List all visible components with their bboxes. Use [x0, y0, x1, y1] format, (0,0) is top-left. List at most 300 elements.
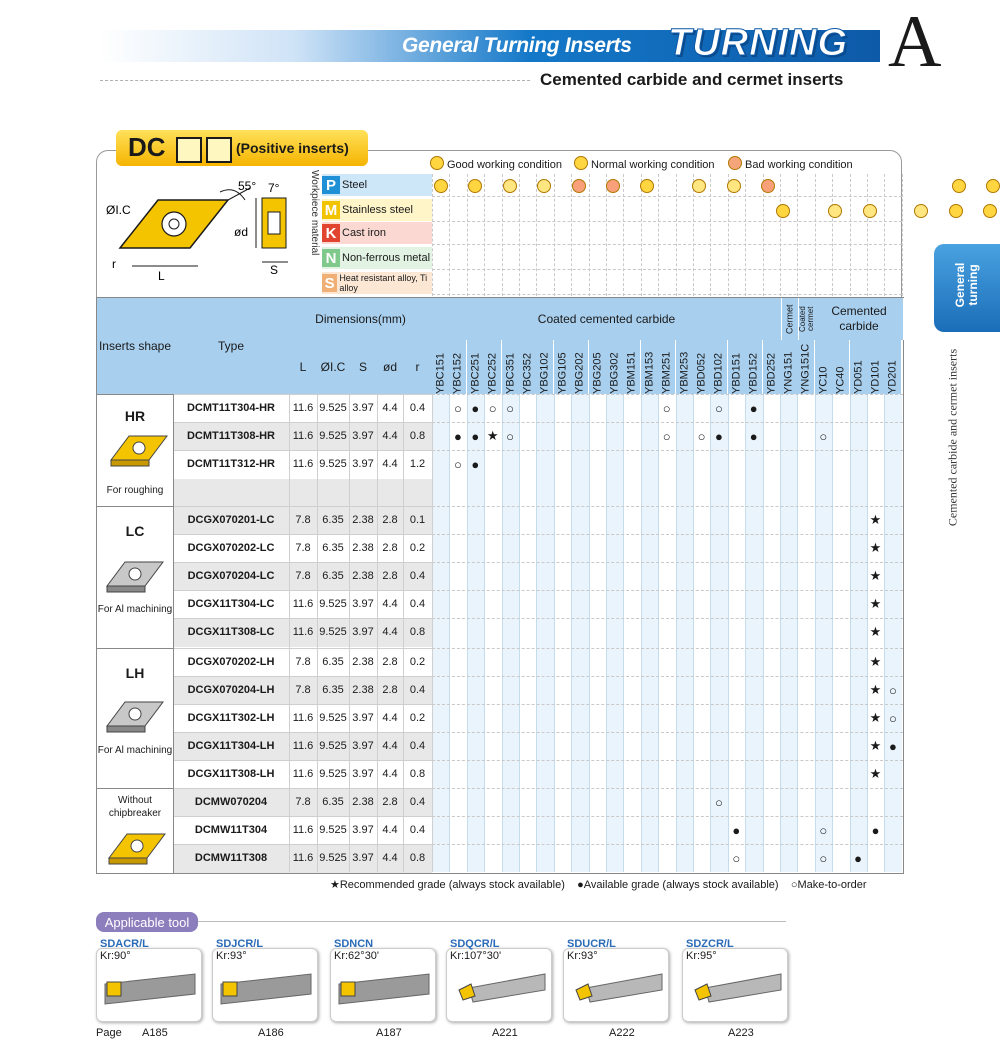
dim-s: 3.97 — [352, 598, 374, 610]
material-letter: K — [322, 224, 340, 242]
grid-line — [780, 174, 781, 296]
grade-mark: ○ — [714, 400, 723, 416]
tool-code: SDJCR/L — [216, 938, 264, 950]
group-note: For Al machining — [97, 604, 173, 615]
grade-mark: ● — [749, 400, 758, 416]
dim-s: 3.97 — [352, 430, 374, 442]
grid-line — [432, 244, 902, 245]
dim-s: 3.97 — [352, 712, 374, 724]
dim-ic: 9.525 — [319, 852, 347, 864]
row-divider — [432, 590, 903, 591]
grade-column — [884, 394, 902, 872]
dim-r: 0.2 — [409, 656, 426, 668]
grade-mark: ○ — [888, 710, 897, 726]
grid-line — [867, 174, 868, 296]
dim-l: 11.6 — [292, 598, 314, 610]
grade-header: YBG205 — [589, 340, 606, 394]
dim-s: 3.97 — [352, 626, 374, 638]
grade-mark: ● — [471, 456, 480, 472]
col-divider — [317, 394, 318, 872]
dim-r: 0.8 — [409, 852, 426, 864]
grade-header: YBD252 — [763, 340, 780, 394]
grade-column — [554, 394, 572, 872]
grade-column — [502, 394, 520, 872]
grid-line — [554, 174, 555, 296]
grade-mark: ★ — [869, 682, 882, 697]
dim-s: 3.97 — [352, 852, 374, 864]
dim-d: 4.4 — [382, 458, 398, 470]
grade-column — [571, 394, 589, 872]
grade-mark: ● — [732, 822, 741, 838]
good-face-icon — [983, 204, 997, 218]
group-name: LC — [125, 523, 145, 539]
grade-mark: ● — [854, 850, 863, 866]
dim-r: 1.2 — [409, 458, 426, 470]
tool-page[interactable]: A222 — [609, 1027, 635, 1039]
grid-line — [432, 221, 902, 222]
grade-mark: ★ — [869, 738, 882, 753]
row-divider — [432, 704, 903, 705]
tool-page[interactable]: A221 — [492, 1027, 518, 1039]
dim-s: 2.38 — [352, 514, 374, 526]
grade-header: YBD151 — [728, 340, 745, 394]
material-letter: P — [322, 176, 340, 194]
dimension-col-header: ød — [377, 340, 404, 394]
material-name: Cast iron — [342, 227, 387, 239]
insert-type: DCGX070204-LH — [187, 684, 275, 696]
dimension-col-header: S — [349, 340, 378, 394]
angle7-label: 7° — [268, 181, 280, 195]
row-divider — [432, 676, 903, 677]
insert-type: DCMT11T304-HR — [186, 402, 276, 414]
insert-type: DCGX070201-LC — [187, 514, 275, 526]
dim-d: 4.4 — [382, 402, 398, 414]
dim-d: 4.4 — [382, 598, 398, 610]
grid-line — [745, 174, 746, 296]
grade-mark: ○ — [506, 428, 515, 444]
grade-header: YC40 — [832, 340, 849, 394]
dim-ic: 9.525 — [319, 626, 347, 638]
dim-r: 0.4 — [409, 796, 426, 808]
grid-line — [763, 174, 764, 296]
grid-line — [641, 174, 642, 296]
dim-r: 0.4 — [409, 824, 426, 836]
angle55-label: 55° — [238, 179, 257, 193]
tool-code: SDQCR/L — [450, 938, 500, 950]
dim-l: 11.6 — [292, 768, 314, 780]
dim-ic: 6.35 — [322, 542, 344, 554]
dim-l: 7.8 — [295, 542, 311, 554]
row-divider — [432, 788, 903, 789]
header-title: TURNING — [668, 22, 849, 64]
grade-mark: ★ — [869, 766, 882, 781]
dim-d: 4.4 — [382, 852, 398, 864]
dim-r: 0.8 — [409, 430, 426, 442]
grade-header: YBG105 — [554, 340, 571, 394]
material-row — [322, 199, 432, 221]
grade-column — [763, 394, 781, 872]
grade-mark: ★ — [486, 428, 499, 443]
grade-mark: ● — [871, 822, 880, 838]
tool-page[interactable]: A187 — [376, 1027, 402, 1039]
insert-type: DCMT11T312-HR — [186, 458, 276, 470]
grade-mark: ○ — [819, 428, 828, 444]
good-face-icon — [434, 179, 448, 193]
dim-r: 0.4 — [409, 570, 426, 582]
row-divider — [432, 760, 903, 761]
grade-column — [815, 394, 833, 872]
dim-l: 11.6 — [292, 712, 314, 724]
insert-kind: (Positive inserts) — [236, 140, 349, 156]
normal-face-icon — [574, 156, 588, 170]
dim-l: 7.8 — [295, 570, 311, 582]
legend-make-to-order: ○Make-to-order — [790, 879, 867, 891]
insert-image — [105, 828, 169, 870]
col-divider — [403, 394, 404, 872]
material-name: Steel — [342, 179, 368, 191]
header-divider — [100, 80, 530, 81]
grade-header: YBD052 — [693, 340, 710, 394]
section-letter: A — [888, 1, 942, 83]
row-divider — [432, 618, 903, 619]
material-letter: N — [322, 249, 340, 267]
dim-d: 4.4 — [382, 768, 398, 780]
legend-normal: Normal working condition — [574, 156, 715, 171]
tool-angle: Kr:107°30' — [450, 950, 502, 962]
grade-header: YNG151C — [797, 340, 814, 394]
dim-ic: 9.525 — [319, 740, 347, 752]
tool-page[interactable]: A223 — [728, 1027, 754, 1039]
dim-r: 0.8 — [409, 768, 426, 780]
row-divider — [432, 844, 903, 845]
grade-header: YD101 — [867, 340, 884, 394]
tool-divider — [198, 921, 786, 922]
grid-line — [502, 174, 503, 296]
legend-bad: Bad working condition — [728, 156, 853, 171]
group-name: HR — [124, 408, 146, 424]
dim-l: 7.8 — [295, 656, 311, 668]
material-row — [322, 222, 432, 244]
legend-recommended: ★Recommended grade (always stock available) — [330, 879, 565, 891]
grade-column — [780, 394, 798, 872]
insert-type: DCGX11T302-LH — [187, 712, 275, 724]
dim-s: 3.97 — [352, 458, 374, 470]
dim-r: 0.4 — [409, 402, 426, 414]
grade-column — [484, 394, 502, 872]
grid-line — [432, 174, 433, 296]
col-divider — [432, 394, 433, 872]
grid-line — [432, 294, 902, 295]
grade-column — [432, 394, 450, 872]
tool-angle: Kr:95° — [686, 950, 717, 962]
grade-header: YBC352 — [519, 340, 536, 394]
grade-mark: ★ — [869, 596, 882, 611]
dim-s: 2.38 — [352, 542, 374, 554]
group-note: Without chipbreaker — [108, 795, 162, 819]
bad-face-icon — [572, 179, 586, 193]
bad-face-icon — [728, 156, 742, 170]
dim-r: 0.2 — [409, 712, 426, 724]
grade-mark: ★ — [869, 624, 882, 639]
grade-mark: ○ — [662, 400, 671, 416]
insert-type: DCGX11T308-LH — [187, 768, 275, 780]
grid-line — [589, 174, 590, 296]
dim-r: 0.8 — [409, 626, 426, 638]
grid-line — [658, 174, 659, 296]
grade-header: YBC351 — [502, 340, 519, 394]
grade-header: YBC152 — [449, 340, 466, 394]
tool-angle: Kr:90° — [100, 950, 131, 962]
insert-code: DC — [128, 132, 166, 162]
d-label: ød — [234, 225, 249, 239]
tool-holder-icon — [99, 966, 199, 1016]
grade-mark: ○ — [888, 682, 897, 698]
grid-line — [850, 174, 851, 296]
row-divider — [432, 648, 903, 649]
grade-mark: ○ — [506, 400, 515, 416]
grade-mark: ● — [453, 428, 462, 444]
grid-line — [519, 174, 520, 296]
grade-column — [519, 394, 537, 872]
good-face-icon — [949, 204, 963, 218]
grade-column — [641, 394, 659, 872]
dim-d: 2.8 — [382, 684, 398, 696]
grade-mark: ● — [888, 738, 897, 754]
grade-header: YD051 — [850, 340, 867, 394]
grade-header: YBM253 — [676, 340, 693, 394]
dim-ic: 6.35 — [322, 570, 344, 582]
grid-line — [467, 174, 468, 296]
tool-code: SDACR/L — [100, 938, 149, 950]
cemented-carbide-header: Cemented carbide — [815, 298, 904, 340]
insert-type: DCGX11T304-LH — [187, 740, 275, 752]
row-divider — [432, 450, 903, 451]
grade-mark: ● — [471, 428, 480, 444]
grade-mark: ★ — [869, 568, 882, 583]
insert-type: DCMW11T304 — [194, 824, 268, 836]
material-letter: M — [322, 201, 340, 219]
material-letter: S — [322, 274, 337, 292]
grid-line — [832, 174, 833, 296]
grid-line — [606, 174, 607, 296]
grade-column — [850, 394, 868, 872]
dimension-col-header: L — [289, 340, 318, 394]
dimension-col-header: ØI.C — [317, 340, 350, 394]
legend-good: Good working condition — [430, 156, 562, 171]
grid-line — [623, 174, 624, 296]
tool-page[interactable]: A186 — [258, 1027, 284, 1039]
dim-d: 4.4 — [382, 430, 398, 442]
col-divider — [289, 394, 290, 872]
page-label: Page — [96, 1027, 122, 1039]
symbol-legend — [330, 878, 867, 891]
dim-ic: 9.525 — [319, 598, 347, 610]
dimension-col-header: r — [403, 340, 433, 394]
good-face-icon — [952, 179, 966, 193]
dim-l: 11.6 — [292, 430, 314, 442]
grade-mark: ○ — [453, 456, 462, 472]
insert-type: DCGX11T304-LC — [187, 598, 275, 610]
insert-image — [103, 696, 167, 738]
grade-header: YBC251 — [467, 340, 484, 394]
code-box — [206, 137, 232, 163]
dim-ic: 6.35 — [322, 514, 344, 526]
insert-type: DCGX070202-LH — [187, 656, 275, 668]
grid-line — [815, 174, 816, 296]
grade-column — [745, 394, 763, 872]
insert-image — [107, 430, 171, 472]
grade-mark: ○ — [453, 400, 462, 416]
dim-d: 2.8 — [382, 796, 398, 808]
grade-header: YNG151 — [780, 340, 797, 394]
tool-page[interactable]: A185 — [142, 1027, 168, 1039]
grade-table — [96, 297, 904, 874]
section-tab-label: General turning — [953, 262, 980, 308]
insert-type: DCMW070204 — [194, 796, 268, 808]
normal-face-icon — [914, 204, 928, 218]
dim-ic: 9.525 — [319, 824, 347, 836]
tool-holder-icon — [449, 966, 549, 1016]
shape-header: Inserts shape — [97, 298, 174, 394]
grade-mark: ○ — [732, 850, 741, 866]
dim-l: 7.8 — [295, 514, 311, 526]
grade-mark: ○ — [819, 822, 828, 838]
material-name: Stainless steel — [342, 204, 413, 216]
grade-column — [693, 394, 711, 872]
ic-label: ØI.C — [106, 203, 131, 217]
header-caption: Cemented carbide and cermet inserts — [540, 70, 844, 89]
insert-image — [103, 556, 167, 598]
tool-holder-icon — [685, 966, 785, 1016]
code-box — [176, 137, 202, 163]
grid-line — [432, 269, 902, 270]
dim-d: 2.8 — [382, 570, 398, 582]
dim-ic: 9.525 — [319, 402, 347, 414]
tool-angle: Kr:93° — [216, 950, 247, 962]
dim-s: 3.97 — [352, 402, 374, 414]
dim-l: 11.6 — [292, 458, 314, 470]
normal-face-icon — [727, 179, 741, 193]
dimensions-header: Dimensions(mm) — [289, 298, 433, 340]
dim-s: 3.97 — [352, 740, 374, 752]
grid-line — [884, 174, 885, 296]
grade-column — [676, 394, 694, 872]
grade-column — [589, 394, 607, 872]
tool-angle: Kr:93° — [567, 950, 598, 962]
material-name: Heat resistant alloy, Ti alloy — [339, 273, 428, 293]
dim-s: 2.38 — [352, 684, 374, 696]
dim-l: 11.6 — [292, 626, 314, 638]
grade-mark: ★ — [869, 540, 882, 555]
grade-header: YD201 — [884, 340, 901, 394]
col-divider — [349, 394, 350, 872]
tool-angle: Kr:62°30' — [334, 950, 380, 962]
grid-line — [676, 174, 677, 296]
tool-holder-icon — [215, 966, 315, 1016]
grade-column — [728, 394, 746, 872]
good-face-icon — [986, 179, 1000, 193]
grade-header: YBD102 — [710, 340, 727, 394]
dim-r: 0.4 — [409, 684, 426, 696]
grid-line — [797, 174, 798, 296]
coated-cermet-header: Coated cermet — [798, 298, 815, 340]
dim-ic: 9.525 — [319, 712, 347, 724]
grade-mark: ● — [714, 428, 723, 444]
grid-line — [571, 174, 572, 296]
dim-l: 11.6 — [292, 852, 314, 864]
grid-line — [449, 174, 450, 296]
material-row — [322, 247, 432, 269]
legend-available: ●Available grade (always stock available) — [577, 879, 779, 891]
insert-type: DCGX070204-LC — [187, 570, 275, 582]
tool-holder-icon — [566, 966, 666, 1016]
dim-r: 0.1 — [409, 514, 426, 526]
grade-header: YBM251 — [658, 340, 675, 394]
grade-mark: ○ — [662, 428, 671, 444]
dim-ic: 9.525 — [319, 768, 347, 780]
insert-type: DCGX11T308-LC — [187, 626, 275, 638]
insert-type: DCMW11T308 — [194, 852, 268, 864]
col-divider — [377, 394, 378, 872]
dim-l: 11.6 — [292, 740, 314, 752]
grade-header: YBC252 — [484, 340, 501, 394]
grade-mark: ● — [749, 428, 758, 444]
r-label: r — [112, 257, 116, 271]
l-label: L — [158, 269, 165, 283]
good-face-icon — [430, 156, 444, 170]
grade-column — [536, 394, 554, 872]
material-name: Non-ferrous metal — [342, 252, 431, 264]
dim-r: 0.4 — [409, 598, 426, 610]
grade-mark: ○ — [488, 400, 497, 416]
grade-mark: ○ — [697, 428, 706, 444]
dim-r: 0.2 — [409, 542, 426, 554]
grade-header: YBC151 — [432, 340, 449, 394]
dim-r: 0.4 — [409, 740, 426, 752]
coated-carbide-header: Coated cemented carbide — [432, 298, 782, 340]
grid-line — [902, 174, 903, 296]
grade-header: YBM151 — [623, 340, 640, 394]
grade-mark: ★ — [869, 512, 882, 527]
bad-face-icon — [606, 179, 620, 193]
grade-column — [832, 394, 850, 872]
dim-l: 7.8 — [295, 796, 311, 808]
grade-mark: ○ — [819, 850, 828, 866]
group-note: For roughing — [106, 485, 164, 496]
normal-face-icon — [503, 179, 517, 193]
dim-ic: 6.35 — [322, 684, 344, 696]
tool-code: SDUCR/L — [567, 938, 616, 950]
grid-line — [693, 174, 694, 296]
dim-ic: 9.525 — [319, 430, 347, 442]
grade-column — [797, 394, 815, 872]
tool-holder-icon — [333, 966, 433, 1016]
grid-line — [432, 196, 902, 197]
dim-d: 4.4 — [382, 626, 398, 638]
dim-d: 4.4 — [382, 740, 398, 752]
s-label: S — [270, 263, 279, 277]
dim-d: 2.8 — [382, 542, 398, 554]
dim-s: 2.38 — [352, 570, 374, 582]
type-header: Type — [173, 298, 290, 394]
grade-header: YBD152 — [745, 340, 762, 394]
grade-mark: ★ — [869, 710, 882, 725]
grade-column — [623, 394, 641, 872]
grid-line — [728, 174, 729, 296]
row-divider — [432, 732, 903, 733]
dim-s: 3.97 — [352, 768, 374, 780]
insert-type: DCGX070202-LC — [187, 542, 275, 554]
